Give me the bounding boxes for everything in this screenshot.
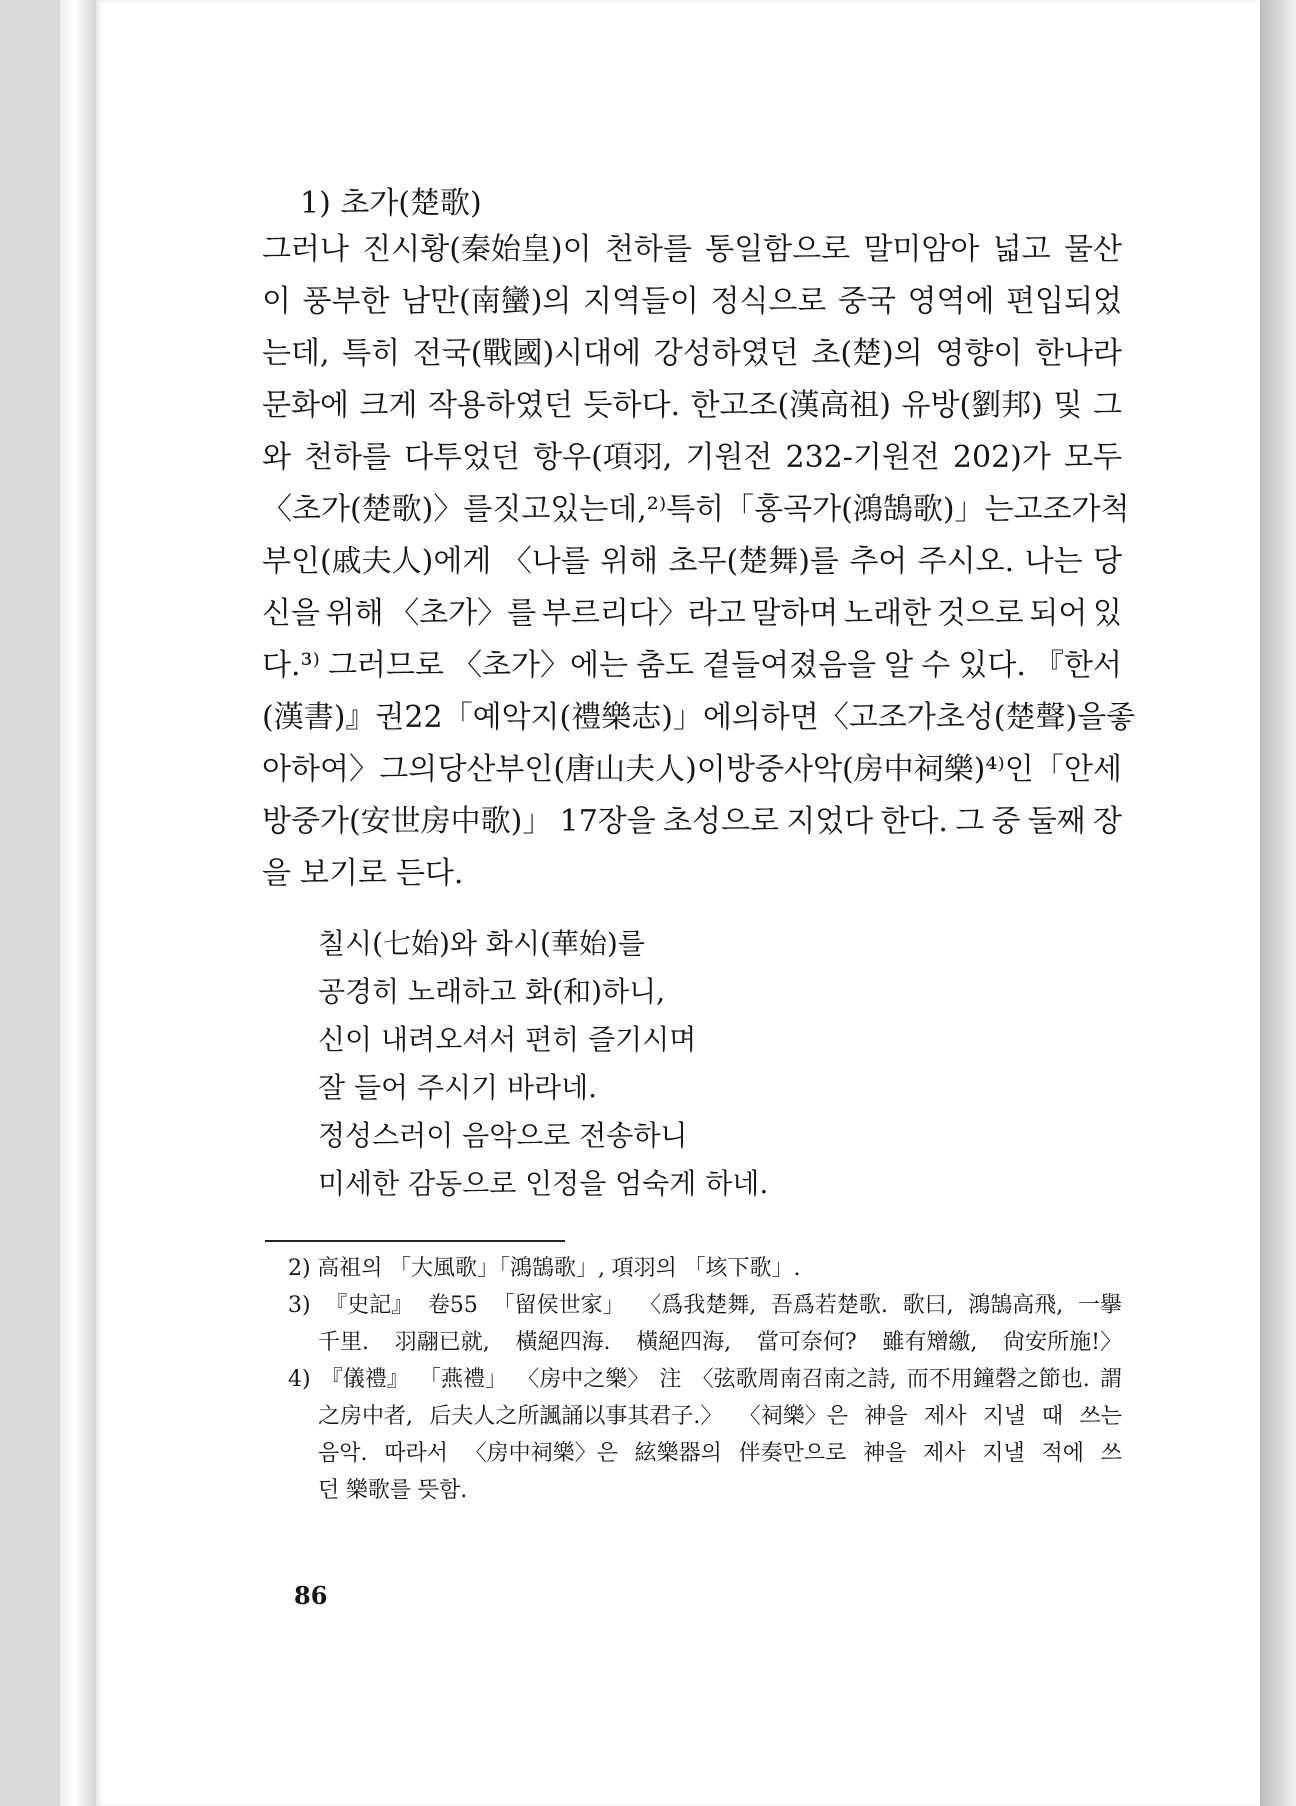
paragraph-line xyxy=(262,536,1122,588)
word: 되어 xyxy=(1029,596,1088,631)
word: 鴻鵠高飛, xyxy=(968,1293,1064,1318)
word: 초성으로 xyxy=(663,804,779,839)
word: 짓고 xyxy=(492,492,551,527)
word: 말미암아 xyxy=(863,232,980,267)
word: 而不用鐘磬之節也. xyxy=(906,1367,1090,1392)
footnote-line xyxy=(262,1435,1122,1472)
word: 한나라 xyxy=(1035,336,1122,371)
word: 영향이 xyxy=(935,336,1023,371)
word: 高祖의 xyxy=(317,1256,383,1281)
word: 유방(劉邦) xyxy=(901,388,1043,423)
footnote-line xyxy=(262,1287,1122,1324)
word: 지역들이 xyxy=(582,284,699,319)
body-paragraph xyxy=(262,224,1136,900)
word: 〈房中之樂〉 xyxy=(517,1367,650,1392)
word: 보기로 xyxy=(299,856,387,891)
word: 위해 xyxy=(600,544,659,579)
paragraph-line xyxy=(262,484,1130,536)
word: 한고조(漢高祖) xyxy=(690,388,891,423)
word: 초무(楚舞)를 xyxy=(668,544,839,579)
word: 초성(楚聲)을 xyxy=(935,700,1107,735)
poem-line: 정성스러이 음악으로 전송하니 xyxy=(318,1119,688,1152)
word: 吾爲若楚歌. xyxy=(770,1293,888,1318)
word: 중 xyxy=(991,804,1021,839)
word: 부르리다〉라고 xyxy=(541,596,746,631)
word: 『史記』 xyxy=(325,1293,414,1318)
word: 의하면 xyxy=(731,700,819,735)
word: 춤도 xyxy=(636,648,695,683)
word: 말하며 xyxy=(751,596,839,631)
word: 특히 xyxy=(666,492,725,527)
word: 『儀禮』 xyxy=(320,1367,409,1392)
word: 22 xyxy=(404,700,443,735)
word: 2) xyxy=(288,1256,311,1281)
word: 17장을 xyxy=(559,804,656,839)
word: 當可奈何? xyxy=(756,1330,857,1355)
word: 지었다 xyxy=(786,804,874,839)
word: 지낼 xyxy=(982,1404,1026,1429)
word: 「안세 xyxy=(1034,752,1122,787)
word: 좋 xyxy=(1106,700,1136,735)
paragraph-line xyxy=(262,848,1122,900)
word: 제사 xyxy=(923,1441,966,1466)
word: 尙安所施!〉 xyxy=(1003,1330,1122,1355)
paragraph-line xyxy=(262,744,1122,796)
word: 卷55 xyxy=(427,1293,478,1318)
word: 던 xyxy=(318,1478,340,1503)
word: 강성하였던 xyxy=(653,336,799,371)
word: 기원전 xyxy=(685,440,773,475)
word: 것으로 xyxy=(936,596,1024,631)
word: 〈나를 xyxy=(501,544,590,579)
poem-line: 잘 들어 주시기 바라네. xyxy=(318,1071,598,1104)
word: 「예악지(禮樂志)」에 xyxy=(442,700,732,735)
poem-line: 공경히 노래하고 화(和)하니, xyxy=(318,975,666,1008)
word: 및 xyxy=(1053,388,1083,423)
word: 부인(戚夫人)에게 xyxy=(262,544,492,579)
poem-line: 칠시(七始)와 화시(華始)를 xyxy=(318,927,645,960)
word: 〈고조가 xyxy=(818,700,936,735)
word: 「大風歌」「鴻鵠歌」, xyxy=(389,1256,606,1281)
word: 있는데,²⁾ xyxy=(550,492,667,527)
word: 『한서 xyxy=(1033,648,1122,683)
footnote-line xyxy=(262,1250,1122,1287)
word: 있다. xyxy=(958,648,1026,683)
word: 伴奏만으로 xyxy=(738,1441,847,1466)
word: 「燕禮」 xyxy=(418,1367,507,1392)
word: 모두 xyxy=(1063,440,1122,475)
word: 노래한 xyxy=(844,596,932,631)
word: 천하를 xyxy=(604,232,692,267)
word: 그 xyxy=(1092,388,1122,423)
word: 그의 xyxy=(379,752,438,787)
word: 방중사악(房中祠樂)⁴⁾인 xyxy=(726,752,1034,787)
word: 神을 xyxy=(864,1404,908,1429)
word: 적에 xyxy=(1041,1441,1084,1466)
word: 「垓下歌」. xyxy=(683,1256,801,1281)
word: 문화에 xyxy=(262,388,349,423)
word: 謂 xyxy=(1099,1367,1122,1392)
word: 고조가 xyxy=(1013,492,1101,527)
word: 곁들여졌음을 xyxy=(702,648,877,683)
poem-line: 미세한 감동으로 인정을 엄숙게 하네. xyxy=(318,1167,769,1200)
word: 〈초가〉에는 xyxy=(452,648,628,683)
word: 樂歌를 xyxy=(345,1478,412,1503)
page-number: 86 xyxy=(294,1581,328,1610)
word: 당산부인(唐山夫人)이 xyxy=(437,752,726,787)
word: 項羽의 xyxy=(611,1256,677,1281)
word: 든다. xyxy=(395,856,464,891)
word: 雖有矰繳, xyxy=(882,1330,978,1355)
word: 는데, xyxy=(262,336,330,371)
word: (漢書)』 xyxy=(262,700,376,735)
word: 척 xyxy=(1100,492,1130,527)
word: 물산 xyxy=(1064,232,1122,267)
word: 주시오. xyxy=(917,544,1015,579)
paragraph-line xyxy=(262,432,1122,484)
word: 풍부한 xyxy=(302,284,390,319)
paragraph-line xyxy=(262,692,1136,744)
word: 神을 xyxy=(863,1441,907,1466)
word: 〈房中祠樂〉은 xyxy=(464,1441,618,1466)
word: 방중가(安世房中歌)」 xyxy=(262,804,553,839)
word: 수 xyxy=(921,648,951,683)
word: 歌曰, xyxy=(902,1293,954,1318)
word: 「留侯世家」 xyxy=(492,1293,625,1318)
word: 진시황(秦始皇)이 xyxy=(362,232,592,267)
word: 〈祠樂〉은 xyxy=(738,1404,849,1429)
word: 이 xyxy=(262,284,291,319)
paragraph-line xyxy=(262,640,1122,692)
word: 232-기원전 xyxy=(785,440,940,475)
word: 注 xyxy=(659,1367,682,1392)
paragraph-line xyxy=(262,588,1122,640)
word: 특히 xyxy=(342,336,401,371)
word: 아하여〉 xyxy=(262,752,379,787)
word: 와 xyxy=(262,440,291,475)
word: 〈초가(楚歌)〉를 xyxy=(262,492,493,527)
poem-line: 신이 내려오셔서 편히 즐기시며 xyxy=(318,1023,697,1056)
word: 쓰 xyxy=(1100,1441,1122,1466)
word: 중국 xyxy=(837,284,896,319)
word: 〈弦歌周南召南之詩, xyxy=(691,1367,897,1392)
word: 넓고 xyxy=(992,232,1051,267)
word: 알 xyxy=(884,648,914,683)
word: 편입되었 xyxy=(1006,284,1122,319)
word: 202)가 xyxy=(952,440,1051,475)
word: 신을 xyxy=(262,596,320,631)
word: 장 xyxy=(1092,804,1122,839)
word: 때 xyxy=(1041,1404,1064,1429)
word: 당 xyxy=(1093,544,1122,579)
word: 之房中者, xyxy=(318,1404,413,1429)
section-heading: 1) 초가(楚歌) xyxy=(300,186,482,221)
paragraph-line xyxy=(262,224,1122,276)
word: 통일함으로 xyxy=(705,232,851,267)
word: 전국(戰國)시대에 xyxy=(412,336,642,371)
paragraph-line xyxy=(262,380,1122,432)
word: 권 xyxy=(375,700,405,735)
word: 을 xyxy=(262,856,291,891)
footnote-divider xyxy=(265,1240,565,1242)
footnotes xyxy=(262,1250,1122,1509)
word: 一擧 xyxy=(1077,1293,1122,1318)
word: 쓰는 xyxy=(1079,1404,1122,1429)
word: 음악. xyxy=(318,1441,368,1466)
word: 지낼 xyxy=(982,1441,1025,1466)
word: 크게 xyxy=(359,388,418,423)
word: 「홍곡가(鴻鵠歌)」는 xyxy=(724,492,1014,527)
poem-block xyxy=(318,920,768,1208)
footnote-line xyxy=(262,1472,1122,1509)
word: 따라서 xyxy=(384,1441,448,1466)
word: 나는 xyxy=(1024,544,1083,579)
word: 초(楚)의 xyxy=(811,336,923,371)
word: 정식으로 xyxy=(710,284,827,319)
word: 絃樂器의 xyxy=(634,1441,722,1466)
word: 다투었던 xyxy=(404,440,521,475)
word: 橫絕四海, xyxy=(636,1330,732,1355)
word: 后夫人之所諷誦以事其君子.〉 xyxy=(429,1404,723,1429)
word: 위해 xyxy=(325,596,384,631)
word: 千里. xyxy=(318,1330,369,1355)
page-edge-shadow xyxy=(1260,0,1296,1806)
word: 한다. xyxy=(880,804,948,839)
word: 영역에 xyxy=(907,284,995,319)
paragraph-line xyxy=(262,796,1122,848)
footnote-line xyxy=(262,1324,1122,1361)
word: 뜻함. xyxy=(417,1478,468,1503)
word: 둘째 xyxy=(1027,804,1086,839)
word: 다.³⁾ xyxy=(262,648,320,683)
word: 작용하였던 xyxy=(428,388,573,423)
word: 항우(項羽, xyxy=(533,440,673,475)
word: 그러나 xyxy=(262,232,349,267)
word: 그러므로 xyxy=(328,648,444,683)
word: 남만(南蠻)의 xyxy=(401,284,572,319)
word: 3) xyxy=(288,1293,311,1318)
paragraph-line xyxy=(262,328,1122,380)
word: 〈爲我楚舞, xyxy=(639,1293,757,1318)
word: 제사 xyxy=(924,1404,967,1429)
word: 그 xyxy=(955,804,985,839)
footnote-line xyxy=(262,1361,1122,1398)
word: 羽翮已就, xyxy=(394,1330,490,1355)
footnote-line xyxy=(262,1398,1122,1435)
word: 추어 xyxy=(849,544,908,579)
word: 4) xyxy=(288,1367,311,1392)
paragraph-line xyxy=(262,276,1122,328)
word: 천하를 xyxy=(304,440,392,475)
word: 듯하다. xyxy=(583,388,680,423)
word: 橫絕四海. xyxy=(515,1330,611,1355)
book-spine xyxy=(60,0,99,1806)
word: 〈초가〉를 xyxy=(389,596,537,631)
word: 있 xyxy=(1092,596,1122,631)
